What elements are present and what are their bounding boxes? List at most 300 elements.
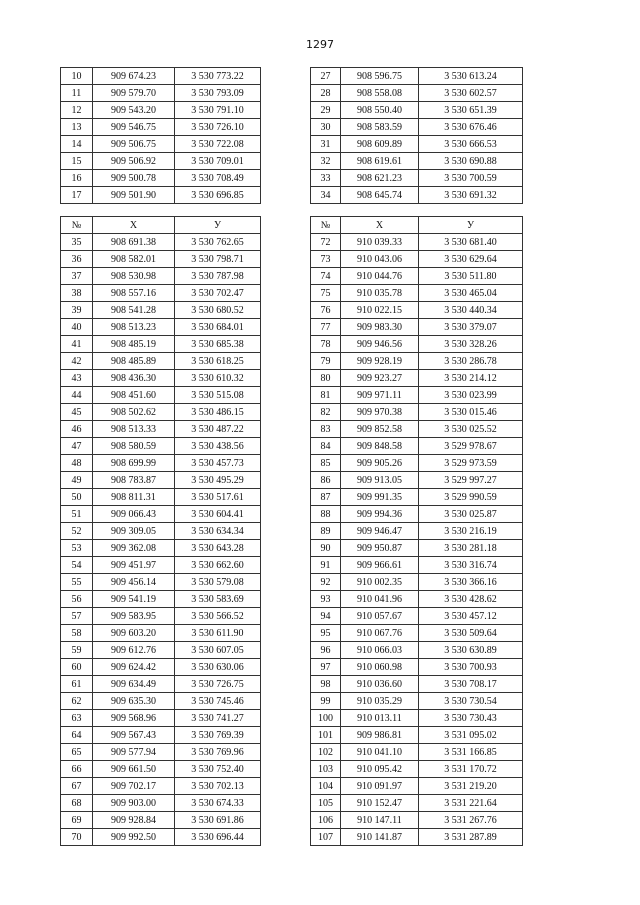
x-coordinate: 909 852.58 — [341, 421, 419, 438]
table-row — [311, 727, 523, 744]
table-row — [311, 489, 523, 506]
y-coordinate: 3 530 486.15 — [175, 404, 261, 421]
y-coordinate: 3 529 978.67 — [419, 438, 523, 455]
table-header-row — [61, 217, 261, 234]
table-row — [311, 387, 523, 404]
table-row — [61, 778, 261, 795]
point-number: 49 — [61, 472, 93, 489]
y-coordinate: 3 530 708.17 — [419, 676, 523, 693]
x-coordinate: 909 546.75 — [93, 119, 175, 136]
x-coordinate: 908 513.23 — [93, 319, 175, 336]
x-coordinate: 909 923.27 — [341, 370, 419, 387]
x-coordinate: 908 550.40 — [341, 102, 419, 119]
table-row — [311, 85, 523, 102]
y-coordinate: 3 530 023.99 — [419, 387, 523, 404]
table-row — [61, 812, 261, 829]
y-coordinate: 3 530 762.65 — [175, 234, 261, 251]
x-coordinate: 910 041.10 — [341, 744, 419, 761]
table-row — [61, 387, 261, 404]
point-number: 89 — [311, 523, 341, 540]
y-coordinate: 3 530 634.34 — [175, 523, 261, 540]
point-number: 46 — [61, 421, 93, 438]
table-row — [311, 170, 523, 187]
table-row — [311, 472, 523, 489]
table-row — [311, 153, 523, 170]
point-number: 32 — [311, 153, 341, 170]
table-row — [61, 676, 261, 693]
y-coordinate: 3 530 680.52 — [175, 302, 261, 319]
table-row — [311, 455, 523, 472]
x-coordinate: 909 986.81 — [341, 727, 419, 744]
x-coordinate: 909 451.97 — [93, 557, 175, 574]
table-row — [61, 608, 261, 625]
point-number: 97 — [311, 659, 341, 676]
coordinates-table-top-left — [60, 67, 261, 204]
x-coordinate: 908 582.01 — [93, 251, 175, 268]
point-number: 101 — [311, 727, 341, 744]
table-row — [311, 336, 523, 353]
point-number: 14 — [61, 136, 93, 153]
x-coordinate: 910 091.97 — [341, 778, 419, 795]
point-number: 48 — [61, 455, 93, 472]
table-row — [61, 489, 261, 506]
y-coordinate: 3 530 702.13 — [175, 778, 261, 795]
x-coordinate: 908 541.28 — [93, 302, 175, 319]
table-row — [61, 761, 261, 778]
table-row — [61, 336, 261, 353]
y-coordinate: 3 530 511.80 — [419, 268, 523, 285]
x-coordinate: 909 903.00 — [93, 795, 175, 812]
x-coordinate: 908 558.08 — [341, 85, 419, 102]
table-row — [311, 119, 523, 136]
point-number: 106 — [311, 812, 341, 829]
x-coordinate: 910 141.87 — [341, 829, 419, 846]
point-number: 67 — [61, 778, 93, 795]
y-coordinate: 3 530 666.53 — [419, 136, 523, 153]
point-number: 105 — [311, 795, 341, 812]
x-coordinate: 909 661.50 — [93, 761, 175, 778]
y-coordinate: 3 530 428.62 — [419, 591, 523, 608]
point-number: 30 — [311, 119, 341, 136]
point-number: 45 — [61, 404, 93, 421]
table-row — [311, 659, 523, 676]
point-number: 74 — [311, 268, 341, 285]
x-coordinate: 909 702.17 — [93, 778, 175, 795]
point-number: 99 — [311, 693, 341, 710]
y-coordinate: 3 530 708.49 — [175, 170, 261, 187]
x-coordinate: 909 568.96 — [93, 710, 175, 727]
y-coordinate: 3 530 691.86 — [175, 812, 261, 829]
table-row — [61, 268, 261, 285]
table-row — [311, 795, 523, 812]
table-row — [311, 438, 523, 455]
y-coordinate: 3 530 509.64 — [419, 625, 523, 642]
header-number: № — [311, 217, 341, 234]
y-coordinate: 3 530 690.88 — [419, 153, 523, 170]
x-coordinate: 909 928.19 — [341, 353, 419, 370]
x-coordinate: 910 043.06 — [341, 251, 419, 268]
coordinates-table-top-right — [310, 67, 523, 204]
table-row — [61, 710, 261, 727]
point-number: 77 — [311, 319, 341, 336]
table-row — [311, 710, 523, 727]
table-header-row — [311, 217, 523, 234]
point-number: 57 — [61, 608, 93, 625]
x-coordinate: 909 983.30 — [341, 319, 419, 336]
y-coordinate: 3 530 696.44 — [175, 829, 261, 846]
y-coordinate: 3 531 095.02 — [419, 727, 523, 744]
y-coordinate: 3 531 267.76 — [419, 812, 523, 829]
y-coordinate: 3 530 457.73 — [175, 455, 261, 472]
x-coordinate: 908 609.89 — [341, 136, 419, 153]
point-number: 91 — [311, 557, 341, 574]
table-row — [311, 540, 523, 557]
x-coordinate: 910 002.35 — [341, 574, 419, 591]
point-number: 44 — [61, 387, 93, 404]
point-number: 60 — [61, 659, 93, 676]
point-number: 61 — [61, 676, 93, 693]
point-number: 103 — [311, 761, 341, 778]
point-number: 78 — [311, 336, 341, 353]
y-coordinate: 3 530 610.32 — [175, 370, 261, 387]
x-coordinate: 910 036.60 — [341, 676, 419, 693]
y-coordinate: 3 530 629.64 — [419, 251, 523, 268]
y-coordinate: 3 531 219.20 — [419, 778, 523, 795]
y-coordinate: 3 530 487.22 — [175, 421, 261, 438]
x-coordinate: 909 674.23 — [93, 68, 175, 85]
point-number: 64 — [61, 727, 93, 744]
table-row — [311, 693, 523, 710]
x-coordinate: 909 634.49 — [93, 676, 175, 693]
point-number: 31 — [311, 136, 341, 153]
header-x: X — [93, 217, 175, 234]
table-row — [311, 251, 523, 268]
y-coordinate: 3 530 730.54 — [419, 693, 523, 710]
x-coordinate: 909 506.75 — [93, 136, 175, 153]
y-coordinate: 3 530 700.93 — [419, 659, 523, 676]
table-row — [61, 472, 261, 489]
y-coordinate: 3 530 316.74 — [419, 557, 523, 574]
header-x: X — [341, 217, 419, 234]
table-row — [311, 591, 523, 608]
y-coordinate: 3 530 025.52 — [419, 421, 523, 438]
point-number: 73 — [311, 251, 341, 268]
y-coordinate: 3 530 702.47 — [175, 285, 261, 302]
x-coordinate: 909 577.94 — [93, 744, 175, 761]
point-number: 93 — [311, 591, 341, 608]
point-number: 98 — [311, 676, 341, 693]
point-number: 94 — [311, 608, 341, 625]
y-coordinate: 3 530 602.57 — [419, 85, 523, 102]
x-coordinate: 909 543.20 — [93, 102, 175, 119]
x-coordinate: 908 485.19 — [93, 336, 175, 353]
point-number: 11 — [61, 85, 93, 102]
y-coordinate: 3 530 773.22 — [175, 68, 261, 85]
y-coordinate: 3 530 726.75 — [175, 676, 261, 693]
table-row — [311, 778, 523, 795]
y-coordinate: 3 530 015.46 — [419, 404, 523, 421]
table-row — [61, 659, 261, 676]
table-row — [311, 353, 523, 370]
y-coordinate: 3 530 583.69 — [175, 591, 261, 608]
x-coordinate: 910 039.33 — [341, 234, 419, 251]
y-coordinate: 3 530 438.56 — [175, 438, 261, 455]
table-row — [61, 404, 261, 421]
header-y: У — [419, 217, 523, 234]
point-number: 69 — [61, 812, 93, 829]
table-row — [61, 170, 261, 187]
x-coordinate: 909 579.70 — [93, 85, 175, 102]
y-coordinate: 3 530 517.61 — [175, 489, 261, 506]
point-number: 95 — [311, 625, 341, 642]
y-coordinate: 3 530 440.34 — [419, 302, 523, 319]
point-number: 86 — [311, 472, 341, 489]
x-coordinate: 910 022.15 — [341, 302, 419, 319]
x-coordinate: 910 147.11 — [341, 812, 419, 829]
table-row — [61, 302, 261, 319]
table-row — [61, 744, 261, 761]
point-number: 102 — [311, 744, 341, 761]
table-row — [311, 557, 523, 574]
x-coordinate: 909 635.30 — [93, 693, 175, 710]
y-coordinate: 3 531 166.85 — [419, 744, 523, 761]
y-coordinate: 3 530 366.16 — [419, 574, 523, 591]
coordinates-table-left — [60, 216, 261, 846]
x-coordinate: 910 044.76 — [341, 268, 419, 285]
point-number: 82 — [311, 404, 341, 421]
y-coordinate: 3 530 730.43 — [419, 710, 523, 727]
y-coordinate: 3 530 286.78 — [419, 353, 523, 370]
table-row — [61, 234, 261, 251]
point-number: 54 — [61, 557, 93, 574]
y-coordinate: 3 529 997.27 — [419, 472, 523, 489]
table-row — [311, 319, 523, 336]
table-row — [311, 574, 523, 591]
y-coordinate: 3 530 611.90 — [175, 625, 261, 642]
point-number: 37 — [61, 268, 93, 285]
x-coordinate: 908 621.23 — [341, 170, 419, 187]
y-coordinate: 3 530 722.08 — [175, 136, 261, 153]
y-coordinate: 3 530 651.39 — [419, 102, 523, 119]
point-number: 59 — [61, 642, 93, 659]
y-coordinate: 3 531 221.64 — [419, 795, 523, 812]
point-number: 41 — [61, 336, 93, 353]
point-number: 84 — [311, 438, 341, 455]
y-coordinate: 3 530 681.40 — [419, 234, 523, 251]
y-coordinate: 3 530 630.06 — [175, 659, 261, 676]
point-number: 36 — [61, 251, 93, 268]
table-row — [311, 102, 523, 119]
x-coordinate: 910 035.29 — [341, 693, 419, 710]
point-number: 39 — [61, 302, 93, 319]
table-row — [61, 251, 261, 268]
table-row — [61, 591, 261, 608]
point-number: 65 — [61, 744, 93, 761]
point-number: 16 — [61, 170, 93, 187]
y-coordinate: 3 530 685.38 — [175, 336, 261, 353]
table-row — [311, 829, 523, 846]
y-coordinate: 3 530 726.10 — [175, 119, 261, 136]
table-row — [61, 68, 261, 85]
x-coordinate: 910 095.42 — [341, 761, 419, 778]
table-row — [311, 761, 523, 778]
table-row — [311, 744, 523, 761]
table-row — [61, 795, 261, 812]
x-coordinate: 908 699.99 — [93, 455, 175, 472]
table-row — [61, 153, 261, 170]
y-coordinate: 3 530 630.89 — [419, 642, 523, 659]
y-coordinate: 3 530 618.25 — [175, 353, 261, 370]
x-coordinate: 909 612.76 — [93, 642, 175, 659]
x-coordinate: 908 513.33 — [93, 421, 175, 438]
point-number: 62 — [61, 693, 93, 710]
point-number: 72 — [311, 234, 341, 251]
table-row — [61, 523, 261, 540]
x-coordinate: 909 541.19 — [93, 591, 175, 608]
x-coordinate: 908 596.75 — [341, 68, 419, 85]
x-coordinate: 909 309.05 — [93, 523, 175, 540]
table-row — [61, 540, 261, 557]
point-number: 83 — [311, 421, 341, 438]
table-row — [61, 136, 261, 153]
point-number: 66 — [61, 761, 93, 778]
y-coordinate: 3 531 287.89 — [419, 829, 523, 846]
table-row — [311, 812, 523, 829]
x-coordinate: 909 950.87 — [341, 540, 419, 557]
x-coordinate: 910 060.98 — [341, 659, 419, 676]
table-row — [311, 136, 523, 153]
point-number: 12 — [61, 102, 93, 119]
y-coordinate: 3 530 379.07 — [419, 319, 523, 336]
point-number: 56 — [61, 591, 93, 608]
point-number: 104 — [311, 778, 341, 795]
y-coordinate: 3 530 798.71 — [175, 251, 261, 268]
page-number: 1297 — [306, 38, 334, 51]
point-number: 28 — [311, 85, 341, 102]
table-row — [61, 829, 261, 846]
table-row — [61, 85, 261, 102]
table-row — [311, 234, 523, 251]
coordinates-table-right — [310, 216, 523, 846]
table-row — [61, 187, 261, 204]
y-coordinate: 3 530 745.46 — [175, 693, 261, 710]
x-coordinate: 908 619.61 — [341, 153, 419, 170]
table-row — [61, 119, 261, 136]
point-number: 90 — [311, 540, 341, 557]
point-number: 68 — [61, 795, 93, 812]
y-coordinate: 3 530 793.09 — [175, 85, 261, 102]
x-coordinate: 909 066.43 — [93, 506, 175, 523]
x-coordinate: 908 530.98 — [93, 268, 175, 285]
x-coordinate: 909 966.61 — [341, 557, 419, 574]
y-coordinate: 3 530 579.08 — [175, 574, 261, 591]
x-coordinate: 909 970.38 — [341, 404, 419, 421]
x-coordinate: 909 913.05 — [341, 472, 419, 489]
table-row — [311, 404, 523, 421]
table-row — [311, 676, 523, 693]
x-coordinate: 908 783.87 — [93, 472, 175, 489]
y-coordinate: 3 530 752.40 — [175, 761, 261, 778]
x-coordinate: 909 603.20 — [93, 625, 175, 642]
y-coordinate: 3 530 465.04 — [419, 285, 523, 302]
point-number: 107 — [311, 829, 341, 846]
y-coordinate: 3 530 604.41 — [175, 506, 261, 523]
point-number: 40 — [61, 319, 93, 336]
y-coordinate: 3 530 769.39 — [175, 727, 261, 744]
x-coordinate: 909 848.58 — [341, 438, 419, 455]
y-coordinate: 3 530 696.85 — [175, 187, 261, 204]
x-coordinate: 909 501.90 — [93, 187, 175, 204]
point-number: 70 — [61, 829, 93, 846]
y-coordinate: 3 530 495.29 — [175, 472, 261, 489]
point-number: 38 — [61, 285, 93, 302]
table-row — [311, 268, 523, 285]
x-coordinate: 909 946.47 — [341, 523, 419, 540]
y-coordinate: 3 530 566.52 — [175, 608, 261, 625]
x-coordinate: 910 066.03 — [341, 642, 419, 659]
x-coordinate: 909 583.95 — [93, 608, 175, 625]
y-coordinate: 3 530 457.12 — [419, 608, 523, 625]
y-coordinate: 3 530 676.46 — [419, 119, 523, 136]
point-number: 80 — [311, 370, 341, 387]
table-row — [61, 370, 261, 387]
table-row — [61, 574, 261, 591]
x-coordinate: 910 013.11 — [341, 710, 419, 727]
point-number: 52 — [61, 523, 93, 540]
y-coordinate: 3 529 973.59 — [419, 455, 523, 472]
x-coordinate: 908 557.16 — [93, 285, 175, 302]
y-coordinate: 3 530 216.19 — [419, 523, 523, 540]
point-number: 47 — [61, 438, 93, 455]
x-coordinate: 909 946.56 — [341, 336, 419, 353]
y-coordinate: 3 530 328.26 — [419, 336, 523, 353]
point-number: 17 — [61, 187, 93, 204]
x-coordinate: 909 567.43 — [93, 727, 175, 744]
table-row — [311, 506, 523, 523]
table-row — [311, 302, 523, 319]
table-row — [61, 353, 261, 370]
x-coordinate: 909 971.11 — [341, 387, 419, 404]
x-coordinate: 909 362.08 — [93, 540, 175, 557]
y-coordinate: 3 530 709.01 — [175, 153, 261, 170]
point-number: 63 — [61, 710, 93, 727]
point-number: 58 — [61, 625, 93, 642]
table-row — [311, 608, 523, 625]
y-coordinate: 3 530 769.96 — [175, 744, 261, 761]
x-coordinate: 909 905.26 — [341, 455, 419, 472]
point-number: 35 — [61, 234, 93, 251]
x-coordinate: 910 067.76 — [341, 625, 419, 642]
table-row — [311, 285, 523, 302]
point-number: 15 — [61, 153, 93, 170]
y-coordinate: 3 530 281.18 — [419, 540, 523, 557]
table-row — [61, 727, 261, 744]
y-coordinate: 3 530 025.87 — [419, 506, 523, 523]
table-row — [311, 68, 523, 85]
x-coordinate: 908 645.74 — [341, 187, 419, 204]
table-row — [311, 370, 523, 387]
x-coordinate: 909 994.36 — [341, 506, 419, 523]
table-row — [61, 421, 261, 438]
point-number: 34 — [311, 187, 341, 204]
x-coordinate: 908 502.62 — [93, 404, 175, 421]
y-coordinate: 3 530 741.27 — [175, 710, 261, 727]
point-number: 27 — [311, 68, 341, 85]
table-row — [61, 693, 261, 710]
point-number: 13 — [61, 119, 93, 136]
y-coordinate: 3 530 787.98 — [175, 268, 261, 285]
table-row — [311, 625, 523, 642]
